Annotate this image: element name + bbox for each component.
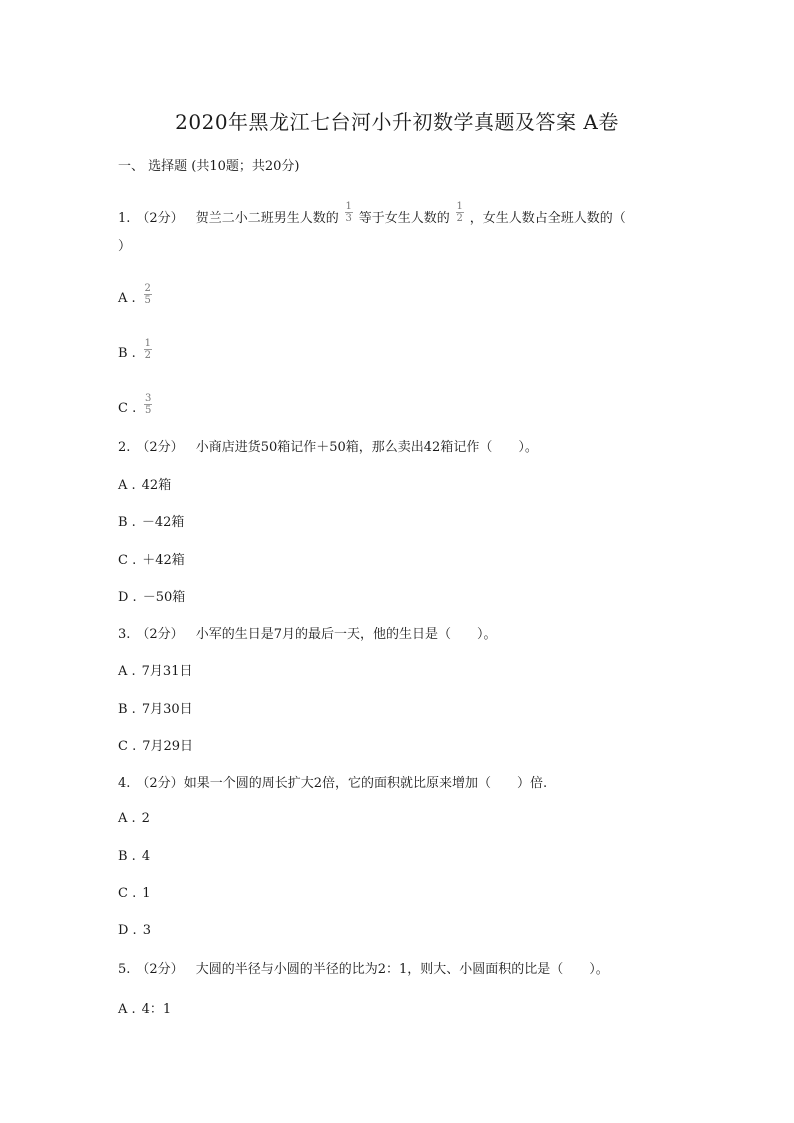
option-label: A .: [118, 664, 136, 679]
option-label: B .: [118, 346, 136, 361]
question-score: （2分）: [136, 962, 184, 977]
question-3: [118, 623, 496, 642]
question-text: 大圆的半径与小圆的半径的比为2：1，则大、小圆面积的比是（ ）。: [195, 962, 609, 977]
option-label: B .: [118, 702, 136, 717]
fraction-denominator: 5: [145, 405, 152, 416]
fraction-denominator: 2: [144, 350, 152, 361]
option-label: A .: [118, 811, 136, 826]
option-c: [118, 735, 193, 754]
fraction: [144, 339, 152, 360]
option-b: [118, 338, 158, 364]
option-label: B .: [118, 515, 136, 530]
option-value: －50箱: [142, 590, 186, 605]
fraction-denominator: 5: [144, 295, 151, 306]
option-d: [118, 923, 151, 938]
fraction-numerator: 1: [456, 201, 463, 212]
question-text: 小商店进货50箱记作＋50箱，那么卖出42箱记作（ ）。: [195, 440, 538, 455]
fraction: [144, 394, 152, 415]
option-value: ＋42箱: [142, 553, 185, 568]
question-number: 4.: [118, 776, 131, 791]
question-score: （2分）: [136, 440, 184, 455]
question-text: ，女生人数占全班人数的（: [469, 211, 626, 226]
question-5: [118, 958, 609, 977]
option-b: [118, 849, 150, 864]
option-label: C .: [118, 553, 137, 568]
fraction: [345, 202, 353, 223]
question-number: 3.: [118, 627, 131, 642]
question-text: 等于女生人数的: [358, 211, 450, 226]
question-number: 1.: [118, 211, 131, 226]
question-text: 如果一个圆的周长扩大2倍，它的面积就比原来增加（ ）倍.: [183, 776, 548, 791]
option-a: [118, 474, 171, 493]
option-value: 2: [141, 811, 150, 826]
fraction-numerator: 2: [144, 283, 151, 294]
question-score: （2分）: [136, 776, 184, 791]
option-a: [118, 660, 192, 679]
option-label: C .: [118, 886, 137, 901]
option-a: [118, 283, 158, 309]
question-text-continued: ）: [118, 239, 132, 254]
option-b: [118, 698, 193, 717]
option-value: －42箱: [141, 515, 185, 530]
option-c: [118, 886, 151, 901]
fraction-denominator: 2: [456, 213, 463, 224]
option-value: 4: [141, 849, 151, 864]
question-text: 小军的生日是7月的最后一天，他的生日是（ ）。: [195, 627, 497, 642]
option-value: 42箱: [141, 478, 172, 493]
question-number: 2.: [118, 440, 131, 455]
question-score: （2分）: [136, 211, 184, 226]
option-value: 4：1: [141, 1002, 172, 1017]
fraction-numerator: 3: [145, 393, 152, 404]
fraction: [144, 284, 152, 305]
document-title: 2020年黑龙江七台河小升初数学真题及答案 A卷: [175, 110, 619, 134]
fraction-numerator: 1: [345, 201, 352, 212]
question-number: 5.: [118, 962, 131, 977]
question-1: [118, 201, 626, 229]
fraction-denominator: 3: [345, 213, 352, 224]
option-value: 7月31日: [141, 664, 193, 679]
option-c: [118, 393, 158, 419]
fraction-numerator: 1: [144, 338, 152, 349]
question-text: 贺兰二小二班男生人数的: [195, 211, 339, 226]
option-a: [118, 998, 171, 1017]
question-2: [118, 436, 538, 455]
option-label: B .: [118, 849, 136, 864]
option-value: 3: [142, 923, 151, 938]
option-d: [118, 586, 185, 605]
question-4: [118, 772, 547, 791]
option-label: A .: [118, 291, 136, 306]
option-b: [118, 511, 184, 530]
option-label: D .: [118, 590, 137, 605]
option-label: C .: [118, 739, 137, 754]
option-c: [118, 549, 185, 568]
option-value: 7月29日: [142, 739, 194, 754]
fraction: [456, 202, 464, 223]
option-label: A .: [118, 1002, 136, 1017]
option-value: 7月30日: [141, 702, 193, 717]
option-a: [118, 811, 150, 826]
option-label: A .: [118, 478, 136, 493]
option-label: C .: [118, 401, 137, 416]
question-score: （2分）: [136, 627, 184, 642]
option-label: D .: [118, 923, 137, 938]
section-heading: 一、 选择题 (共10题；共20分): [118, 159, 300, 174]
option-value: 1: [142, 886, 151, 901]
